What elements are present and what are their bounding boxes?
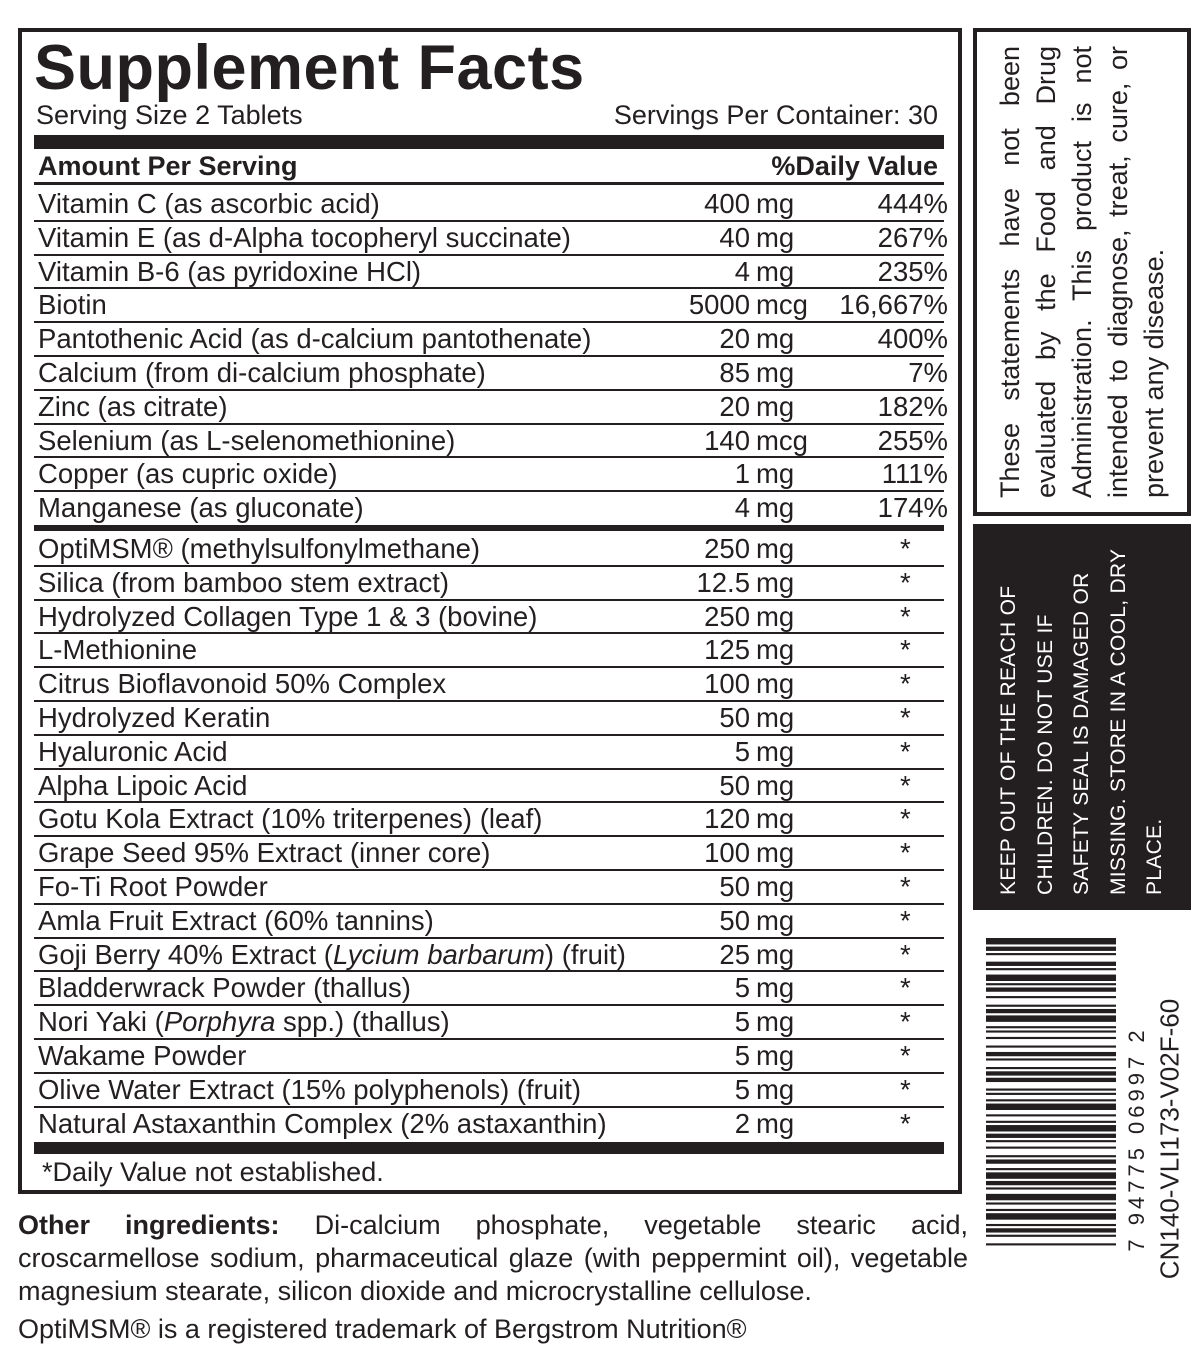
fda-disclaimer-text: These statements have not been evaluated by the Food and Drug Administration. This product is not intended to diagnose, treat, cure, or prevent any disease. [995, 46, 1169, 498]
nutrient-name: Copper (as cupric oxide) [38, 458, 338, 490]
nutrient-name: L-Methionine [38, 634, 197, 666]
nutrient-amount: 40 [719, 221, 750, 253]
barcode-bar [986, 1168, 1116, 1170]
nutrient-amount: 4 [734, 255, 750, 287]
barcode-bar [986, 1243, 1116, 1245]
barcode-bar [986, 1125, 1116, 1131]
lot-code: CN140-VLI173-V02F-60 [1154, 998, 1185, 1280]
nutrient-unit: mg [756, 769, 795, 801]
nutrient-row [34, 289, 948, 323]
nutrient-amount: 50 [719, 870, 750, 902]
nutrient-unit: mg [756, 221, 795, 253]
nutrient-name: Bladderwrack Powder (thallus) [38, 972, 411, 1004]
nutrient-row [34, 424, 948, 459]
daily-value-footnote: *Daily Value not established. [42, 1157, 384, 1187]
nutrient-amount: 2 [734, 1107, 750, 1139]
nutrient-daily-value: * [900, 600, 911, 632]
nutrient-daily-value: * [900, 972, 911, 1004]
nutrient-amount: 20 [719, 323, 750, 355]
barcode-digits: 7 94775 06997 2 [1124, 1026, 1149, 1252]
nutrient-daily-value: 182% [877, 390, 948, 422]
nutrient-row [34, 567, 944, 601]
nutrient-amount: 1 [734, 458, 750, 490]
nutrient-amount: 400 [704, 188, 750, 219]
nutrient-amount: 50 [719, 904, 750, 936]
section-divider [34, 525, 944, 531]
barcode-bar [986, 1093, 1116, 1095]
nutrient-amount: 12.5 [696, 566, 750, 598]
other-ingredients-label: Other ingredients: [18, 1210, 280, 1240]
serving-size: Serving Size 2 Tablets [36, 100, 303, 130]
nutrient-unit: mg [756, 1073, 795, 1105]
nutrient-amount: 20 [719, 390, 750, 422]
nutrient-daily-value: 174% [877, 492, 948, 524]
barcode-bar [986, 987, 1116, 991]
nutrient-daily-value: 400% [877, 323, 948, 355]
nutrient-name: Calcium (from di-calcium phosphate) [38, 356, 486, 388]
nutrient-row [34, 356, 948, 391]
nutrient-unit: mcg [756, 289, 808, 321]
nutrient-daily-value: 255% [877, 424, 948, 456]
nutrient-daily-value: * [900, 1073, 911, 1105]
nutrient-unit: mg [756, 188, 795, 219]
nutrient-unit: mg [756, 803, 795, 835]
nutrient-name: Citrus Bioflavonoid 50% Complex [38, 668, 447, 700]
nutrient-unit: mg [756, 938, 795, 970]
nutrient-unit: mg [756, 972, 795, 1004]
nutrient-name: Grape Seed 95% Extract (inner core) [38, 837, 491, 869]
barcode-bar [986, 1228, 1116, 1232]
nutrient-unit: mg [756, 735, 795, 767]
nutrient-name: Natural Astaxanthin Complex (2% astaxanthin) [38, 1107, 607, 1139]
barcode-bar [986, 1202, 1116, 1204]
trademark-notice: OptiMSM® is a registered trademark of Bergstrom Nutrition® [18, 1314, 747, 1344]
nutrient-row [34, 634, 944, 668]
barcode-bar [986, 1159, 1116, 1163]
nutrient-name: Vitamin C (as ascorbic acid) [38, 188, 380, 219]
nutrient-name: Biotin [38, 289, 107, 321]
nutrient-amount: 5 [734, 1073, 750, 1105]
nutrient-unit: mg [756, 255, 795, 287]
barcode-bar [986, 1114, 1116, 1116]
nutrient-row [34, 972, 944, 1006]
barcode-bar [986, 1187, 1116, 1189]
nutrient-latin-name: Porphyra [163, 1006, 276, 1038]
nutrient-row [34, 492, 948, 526]
barcode-bar [986, 938, 1116, 944]
nutrient-row [34, 1108, 944, 1142]
nutrient-unit: mg [756, 701, 795, 733]
nutrient-daily-value: * [900, 634, 911, 666]
nutrient-name: Pantothenic Acid (as d-calcium pantothenate) [38, 323, 592, 355]
nutrient-daily-value: 111% [881, 458, 948, 490]
thick-divider [34, 135, 944, 149]
nutrient-daily-value: 235% [877, 255, 948, 287]
nutrient-amount: 5 [734, 735, 750, 767]
barcode-bar [986, 1067, 1116, 1069]
nutrient-name: Manganese (as gluconate) [38, 492, 364, 524]
nutrient-latin-name: Lycium barbarum [332, 938, 545, 970]
nutrient-row [34, 188, 948, 222]
column-header [34, 149, 944, 185]
barcode-bar [986, 1089, 1116, 1091]
nutrient-name: Hydrolyzed Keratin [38, 701, 271, 733]
nutrient-amount: 120 [704, 803, 750, 835]
nutrient-unit: mg [756, 668, 795, 700]
warning-text: KEEP OUT OF THE REACH OF CHILDREN. DO NOT USE IF SAFETY SEAL IS DAMAGED OR MISSING. STORE IN A COOL, DRY PLACE. [996, 549, 1166, 895]
nutrient-name: Wakame Powder [38, 1039, 247, 1071]
nutrient-unit: mg [756, 1006, 795, 1038]
barcode-bar [986, 1172, 1116, 1178]
nutrient-row [34, 837, 944, 871]
nutrient-unit: mg [756, 1039, 795, 1071]
nutrient-name [38, 1005, 450, 1039]
nutrient-amount: 140 [704, 424, 750, 456]
barcode-bar [986, 947, 1116, 951]
nutrient-daily-value: * [900, 735, 911, 767]
nutrient-name-part: Nori Yaki ( [38, 1006, 164, 1038]
nutrient-name [38, 938, 626, 972]
nutrient-name: Hyaluronic Acid [38, 735, 228, 767]
nutrient-daily-value: * [900, 904, 911, 936]
nutrient-amount: 5 [734, 1039, 750, 1071]
nutrient-name-part: Goji Berry 40% Extract ( [38, 938, 333, 970]
barcode-bar [986, 1194, 1116, 1200]
nutrient-amount: 50 [719, 701, 750, 733]
nutrient-amount: 100 [704, 837, 750, 869]
nutrient-amount: 5 [734, 972, 750, 1004]
barcode-bar [986, 1224, 1116, 1226]
nutrient-name-part: ) (fruit) [544, 938, 626, 970]
nutrient-row [34, 702, 944, 736]
barcode-bar [986, 1037, 1116, 1039]
barcode-bar [986, 1121, 1116, 1123]
barcode-bar [986, 968, 1116, 970]
nutrient-unit: mg [756, 533, 795, 564]
nutrient-daily-value: * [900, 701, 911, 733]
barcode-bar [986, 1026, 1116, 1028]
nutrient-daily-value: * [900, 533, 911, 564]
barcode-bar [986, 1009, 1116, 1013]
nutrient-amount: 250 [704, 600, 750, 632]
barcode-bar [986, 1155, 1116, 1157]
barcode-bar [986, 1140, 1116, 1142]
nutrient-unit: mg [756, 356, 795, 388]
nutrient-amount: 100 [704, 668, 750, 700]
other-ingredient-rows [34, 533, 944, 1141]
barcode-icon [986, 934, 1116, 1344]
nutrient-row [34, 668, 944, 702]
other-ingredients [18, 1209, 968, 1308]
barcode-bar [986, 1046, 1116, 1048]
amount-per-serving-header: Amount Per Serving [38, 151, 298, 181]
nutrient-name: Selenium (as L-selenomethionine) [38, 424, 456, 456]
nutrient-daily-value: * [900, 803, 911, 835]
nutrient-daily-value: 267% [877, 221, 948, 253]
nutrient-amount: 50 [719, 769, 750, 801]
nutrient-unit: mg [756, 1107, 795, 1139]
barcode-bar [986, 996, 1116, 998]
nutrient-unit: mg [756, 837, 795, 869]
nutrient-unit: mg [756, 492, 795, 524]
barcode-bar [986, 1213, 1116, 1219]
nutrient-amount: 5 [734, 1006, 750, 1038]
barcode-bar [986, 1147, 1116, 1149]
other-ingredients-text: Di-calcium phosphate, vegetable stearic acid, croscarmellose sodium, pharmaceutical glaze (with peppermint oil), vegetable magnesium stearate, silicon dioxide and microcrystalline cellulose. [18, 1210, 968, 1306]
nutrient-daily-value: * [900, 938, 911, 970]
nutrient-unit: mcg [756, 424, 808, 456]
supplement-facts-panel [18, 28, 962, 1194]
nutrient-amount: 5000 [688, 289, 750, 321]
nutrient-amount: 4 [734, 492, 750, 524]
nutrient-name: Gotu Kola Extract (10% triterpenes) (leaf) [38, 803, 543, 835]
nutrient-amount: 85 [719, 356, 750, 388]
barcode-bar [986, 1005, 1116, 1007]
bottom-divider [34, 1142, 944, 1154]
nutrient-row [34, 255, 948, 290]
barcode-bar [986, 1104, 1116, 1110]
nutrient-daily-value: 444% [877, 188, 948, 219]
nutrient-name: Vitamin E (as d-Alpha tocopheryl succinate) [38, 221, 571, 253]
nutrient-name: Olive Water Extract (15% polyphenols) (fruit) [38, 1073, 582, 1105]
nutrient-daily-value: * [900, 1107, 911, 1139]
nutrient-unit: mg [756, 634, 795, 666]
nutrient-name: Hydrolyzed Collagen Type 1 & 3 (bovine) [38, 600, 538, 632]
nutrient-daily-value: * [900, 769, 911, 801]
barcode-bar [986, 1078, 1116, 1082]
nutrient-row [34, 221, 948, 256]
nutrient-amount: 250 [704, 533, 750, 564]
barcode-bar [986, 975, 1116, 981]
barcode-bar [986, 1181, 1116, 1185]
nutrient-row [34, 939, 944, 973]
nutrient-unit: mg [756, 870, 795, 902]
nutrient-daily-value: * [900, 1006, 911, 1038]
nutrient-name: Silica (from bamboo stem extract) [38, 566, 450, 598]
nutrient-daily-value: 7% [908, 356, 948, 388]
nutrient-name: Vitamin B-6 (as pyridoxine HCl) [38, 255, 422, 287]
nutrient-row [34, 390, 948, 425]
nutrient-name: Fo-Ti Root Powder [38, 870, 268, 902]
nutrient-daily-value: * [900, 870, 911, 902]
nutrient-row [34, 770, 944, 804]
nutrient-row [34, 1074, 944, 1108]
barcode-bar [986, 983, 1116, 985]
barcode-bar [986, 1052, 1116, 1056]
nutrient-row [34, 871, 944, 905]
nutrient-daily-value: * [900, 566, 911, 598]
nutrient-daily-value: * [900, 1039, 911, 1071]
nutrient-name-part: spp.) (thallus) [275, 1006, 450, 1038]
barcode-bar [986, 962, 1116, 966]
nutrient-row [34, 1040, 944, 1074]
nutrient-name: Zinc (as citrate) [38, 390, 228, 422]
servings-per-container: Servings Per Container: 30 [613, 100, 938, 130]
daily-value-header: %Daily Value [771, 151, 938, 181]
nutrient-row [34, 1006, 944, 1040]
barcode-bar [986, 1015, 1116, 1021]
barcode-bar [986, 1209, 1116, 1211]
barcode-bar [986, 1099, 1116, 1101]
facts-title: Supplement Facts [34, 33, 585, 103]
warning-box [973, 524, 1191, 910]
nutrient-amount: 125 [704, 634, 750, 666]
barcode-bar [986, 1235, 1116, 1237]
nutrient-daily-value: 16,667% [839, 289, 948, 321]
nutrient-row [34, 905, 944, 939]
nutrient-row [34, 458, 948, 492]
nutrient-unit: mg [756, 904, 795, 936]
barcode-bar [986, 1134, 1116, 1138]
barcode-bar [986, 1030, 1116, 1032]
nutrient-unit: mg [756, 566, 795, 598]
nutrient-name: Alpha Lipoic Acid [38, 769, 248, 801]
nutrient-row [34, 736, 944, 770]
barcode-bar [986, 953, 1116, 955]
nutrient-unit: mg [756, 600, 795, 632]
barcode-bar [986, 1071, 1116, 1075]
nutrient-row [34, 601, 944, 635]
vitamin-mineral-rows [34, 188, 948, 526]
fda-disclaimer-box [973, 28, 1191, 516]
barcode-bar [986, 1058, 1116, 1060]
nutrient-row [34, 803, 944, 837]
nutrient-amount: 25 [719, 938, 750, 970]
nutrient-row [34, 323, 948, 357]
nutrient-unit: mg [756, 323, 795, 355]
nutrient-name: Amla Fruit Extract (60% tannins) [38, 904, 434, 936]
nutrient-daily-value: * [900, 668, 911, 700]
nutrient-name: OptiMSM® (methylsulfonylmethane) [38, 533, 481, 564]
nutrient-row [34, 533, 944, 567]
nutrient-daily-value: * [900, 837, 911, 869]
nutrient-unit: mg [756, 458, 795, 490]
nutrient-unit: mg [756, 390, 795, 422]
